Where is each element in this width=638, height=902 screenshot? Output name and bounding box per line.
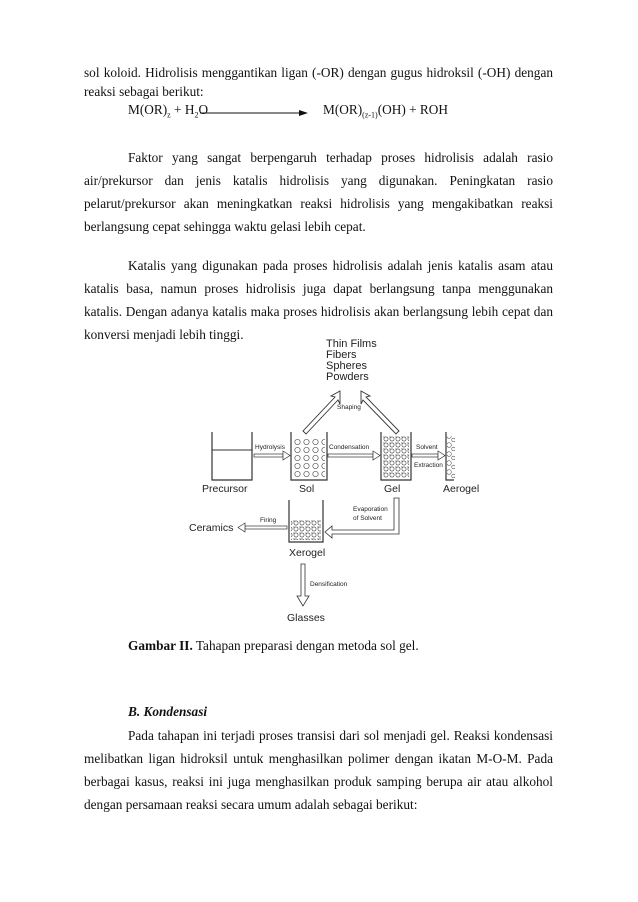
sol-container xyxy=(291,432,327,480)
paragraph-line: Katalis yang digunakan pada proses hidrolisis adalah jenis katalis asam atau xyxy=(128,258,553,273)
paragraph-line: konversi menjadi lebih tinggi. xyxy=(84,327,244,342)
gel-label: Gel xyxy=(384,483,401,495)
condensation-label: Condensation xyxy=(329,444,370,451)
xerogel-container xyxy=(289,500,323,542)
paragraph-line: berlangsung cepat sehingga waktu gelasi lebih cepat. xyxy=(84,219,366,234)
sol-label: Sol xyxy=(299,483,315,495)
paragraph-line: pelarut/prekursor akan meningkatkan reaksi hidrolisis yang mengakibatkan reaksi xyxy=(84,196,553,211)
solvent-extraction-arrow-icon xyxy=(412,451,445,460)
glasses-label: Glasses xyxy=(287,612,325,624)
paragraph-line: Faktor yang sangat berpengaruh terhadap proses hidrolisis adalah rasio xyxy=(128,150,553,165)
paragraph-line: melibatkan ligan hidroksil untuk menghasilkan polimer dengan ikatan M-O-M. Pada xyxy=(84,751,553,766)
firing-arrow-icon xyxy=(238,523,287,532)
paragraph-line: berbagai kasus, reaksi ini juga menghasilkan produk samping berupa air atau alkohol xyxy=(84,774,553,789)
equation-left-side: $M(OR)_z + H_2O$ xyxy=(128,102,209,120)
ceramics-label: Ceramics xyxy=(189,522,234,534)
shaping-label: Shaping xyxy=(337,404,361,411)
condensation-arrow-icon xyxy=(328,451,380,460)
extraction-label: Extraction xyxy=(414,462,443,469)
hydrolysis-arrow-icon xyxy=(254,451,290,460)
shaping-arrow-right-icon xyxy=(361,391,399,434)
xerogel-label: Xerogel xyxy=(289,547,326,559)
product-label: Powders xyxy=(326,371,369,383)
of-solvent-label: of Solvent xyxy=(353,515,382,522)
sol-gel-process-diagram xyxy=(185,334,480,626)
gel-container xyxy=(381,432,411,480)
product-label: Fibers xyxy=(326,349,357,361)
paragraph-line: katalis. Dengan adanya katalis maka proses hidrolisis akan berlangsung lebih cepat dan xyxy=(84,304,553,319)
firing-label: Firing xyxy=(260,517,277,524)
equation-right-side: $M(OR)_{(z-1)}(OH)$ + ROH xyxy=(323,102,448,120)
paragraph-line: reaksi sebagai berikut: xyxy=(84,84,204,99)
paragraph-line: sol koloid. Hidrolisis menggantikan ligan (-OR) dengan gugus hidroksil (-OH) dengan xyxy=(84,65,553,80)
precursor-container xyxy=(212,432,252,480)
precursor-label: Precursor xyxy=(202,483,248,495)
paragraph-line: dengan persamaan reaksi secara umum adalah sebagai berikut: xyxy=(84,797,418,812)
paragraph-line: katalis basa, namun proses hidrolisis juga dapat berlangsung tanpa menggunakan xyxy=(84,281,553,296)
solvent-label: Solvent xyxy=(416,444,438,451)
aerogel-container xyxy=(446,432,455,480)
hydrolysis-label: Hydrolysis xyxy=(255,444,285,451)
section-heading: B. Kondensasi xyxy=(128,704,208,719)
aerogel-label: Aerogel xyxy=(443,483,480,495)
densification-arrow-icon xyxy=(297,564,309,606)
caption-text: Tahapan preparasi dengan metoda sol gel. xyxy=(192,638,419,653)
reaction-arrow-icon xyxy=(200,109,308,117)
hydrolysis-equation xyxy=(128,102,568,122)
figure-caption xyxy=(128,638,419,654)
caption-label: Gambar II. xyxy=(128,638,193,653)
evaporation-label: Evaporation xyxy=(353,506,388,513)
product-label: Thin Films xyxy=(326,338,377,350)
shaping-arrow-left-icon xyxy=(303,391,340,434)
densification-label: Densification xyxy=(310,581,348,588)
paragraph-line: Pada tahapan ini terjadi proses transisi dari sol menjadi gel. Reaksi kondensasi xyxy=(128,728,553,743)
paragraph-line: air/prekursor dan jenis katalis hidrolisis yang digunakan. Peningkatan rasio xyxy=(84,173,553,188)
product-label: Spheres xyxy=(326,360,367,372)
